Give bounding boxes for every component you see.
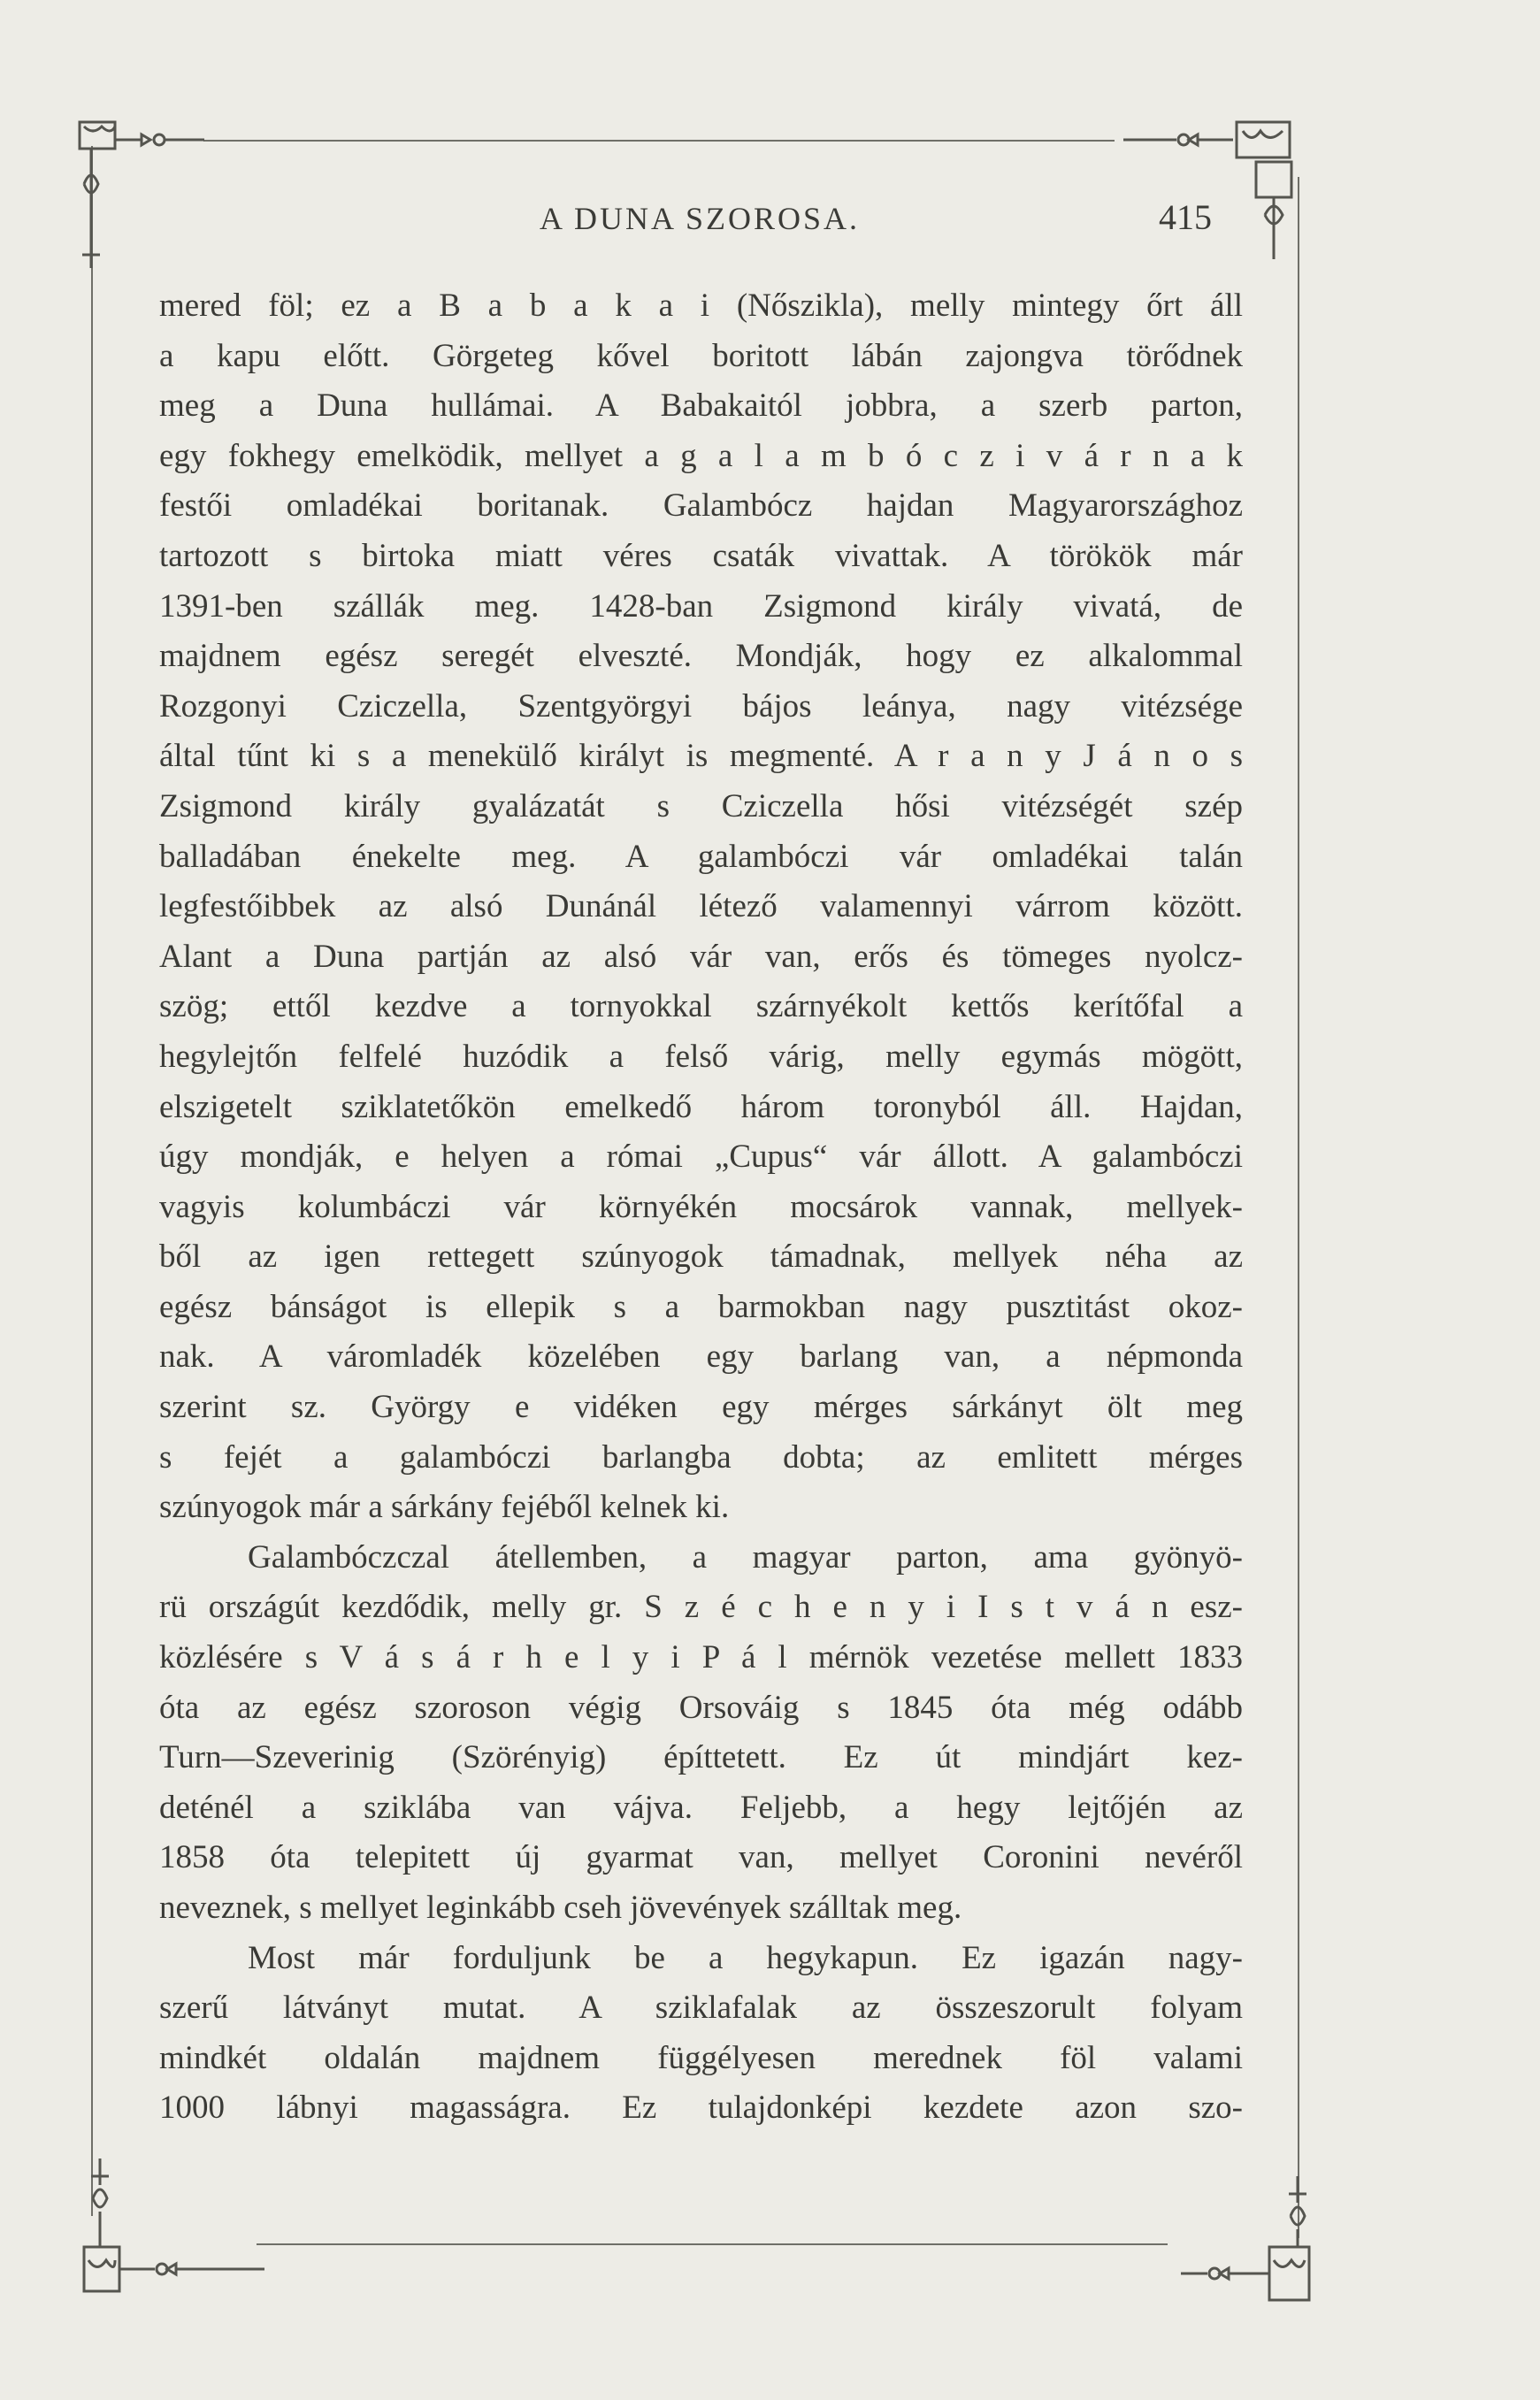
text-line: 1000 lábnyi magasságra. Ez tulajdonképi kezdete azon szo- [159,2089,1243,2127]
running-title: A DUNA SZOROSA. [540,201,861,236]
frame-top-rule [203,140,1115,142]
text-line: ből az igen rettegett szúnyogok támadnak, mellyek néha az [159,1238,1243,1276]
text-line: tartozott s birtoka miatt véres csaták vivattak. A törökök már [159,537,1243,574]
text-line: Most már forduljunk be a hegykapun. Ez igazán nagy- [248,1939,1243,1976]
text-line: úgy mondják, e helyen a római „Cupus“ vár állott. A galambóczi [159,1139,1243,1176]
text-line: deténél a sziklába van vájva. Feljebb, a hegy lejtőjén az [159,1789,1243,1826]
text-line: legfestőibbek az alsó Dunánál létező valamennyi várrom között. [159,888,1243,925]
page-number: 415 [1159,197,1212,237]
text-line: vagyis kolumbáczi vár környékén mocsárok vannak, mellyek- [159,1188,1243,1225]
text-line: óta az egész szoroson végig Orsováig s 1845 óta még odább [159,1689,1243,1726]
text-line: majdnem egész seregét elveszté. Mondják, hogy ez alkalommal [159,638,1243,675]
text-line: mered föl; ez a B a b a k a i (Nőszikla), melly mintegy őrt áll [159,288,1243,324]
text-line: Galambóczczal átellemben, a magyar parton, ama gyönyö- [248,1538,1243,1576]
text-line: neveznek, s mellyet leginkább cseh jövevények szálltak meg. [159,1890,962,1926]
corner-ornament-bottom-left [80,2158,274,2318]
corner-ornament-top-right [1123,113,1309,272]
text-line: egész bánságot is ellepik s a barmokban nagy pusztitást okoz- [159,1288,1243,1325]
text-line: szerint sz. György e vidéken egy mérges sárkányt ölt meg [159,1389,1243,1426]
text-line: Turn—Szeverinig (Szörényig) építtetett. Ez út mindjárt kez- [159,1739,1243,1776]
text-line: s fejét a galambóczi barlangba dobta; az emlitett mérges [159,1438,1243,1476]
text-line: szúnyogok már a sárkány fejéből kelnek ki. [159,1489,730,1526]
text-line: nak. A váromladék közelében egy barlang van, a népmonda [159,1338,1243,1376]
text-line: 1391-ben szállák meg. 1428-ban Zsigmond király vivatá, de [159,587,1243,625]
text-line: Alant a Duna partján az alsó vár van, erős és tömeges nyolcz- [159,938,1243,975]
text-line: egy fokhegy emelködik, mellyet a g a l a m b ó c z i v á r n a k [159,437,1243,474]
text-line: festői omladékai boritanak. Galambócz hajdan Magyarországhoz [159,487,1243,525]
frame-right-rule [1298,177,1299,2238]
text-line: 1858 óta telepitett új gyarmat van, mellyet Coronini nevéről [159,1839,1243,1876]
text-line: rü országút kezdődik, melly gr. S z é c h e n y i I s t v á n esz- [159,1589,1243,1626]
body-text [159,281,1243,2134]
text-line: elszigetelt sziklatetőkön emelkedő három toronyból áll. Hajdan, [159,1088,1243,1125]
text-line: szög; ettől kezdve a tornyokkal szárnyékolt kettős kerítőfal a [159,988,1243,1025]
text-line: meg a Duna hullámai. A Babakaitól jobbra, a szerb parton, [159,387,1243,425]
text-line: Zsigmond király gyalázatát s Cziczella hősi vitézségét szép [159,787,1243,824]
text-line: szerű látványt mutat. A sziklafalak az összeszorult folyam [159,1990,1243,2027]
corner-ornament-bottom-right [1181,2176,1314,2327]
frame-bottom-rule [257,2243,1168,2245]
frame-left-rule [91,146,93,2216]
text-line: mindkét oldalán majdnem függélyesen merednek föl valami [159,2039,1243,2076]
text-line: balladában énekelte meg. A galambóczi vár omladékai talán [159,838,1243,875]
text-line: a kapu előtt. Görgeteg kővel boritott lábán zajongva törődnek [159,337,1243,374]
text-line: által tűnt ki s a menekülő királyt is megmenté. A r a n y J á n o s [159,738,1243,775]
text-line: hegylejtőn felfelé huzódik a felső várig, melly egymás mögött, [159,1038,1243,1075]
text-line: Rozgonyi Cziczella, Szentgyörgyi bájos leánya, nagy vitézsége [159,687,1243,725]
corner-ornament-top-left [66,113,208,272]
text-line: közlésére s V á s á r h e l y i P á l mérnök vezetése mellett 1833 [159,1639,1243,1676]
